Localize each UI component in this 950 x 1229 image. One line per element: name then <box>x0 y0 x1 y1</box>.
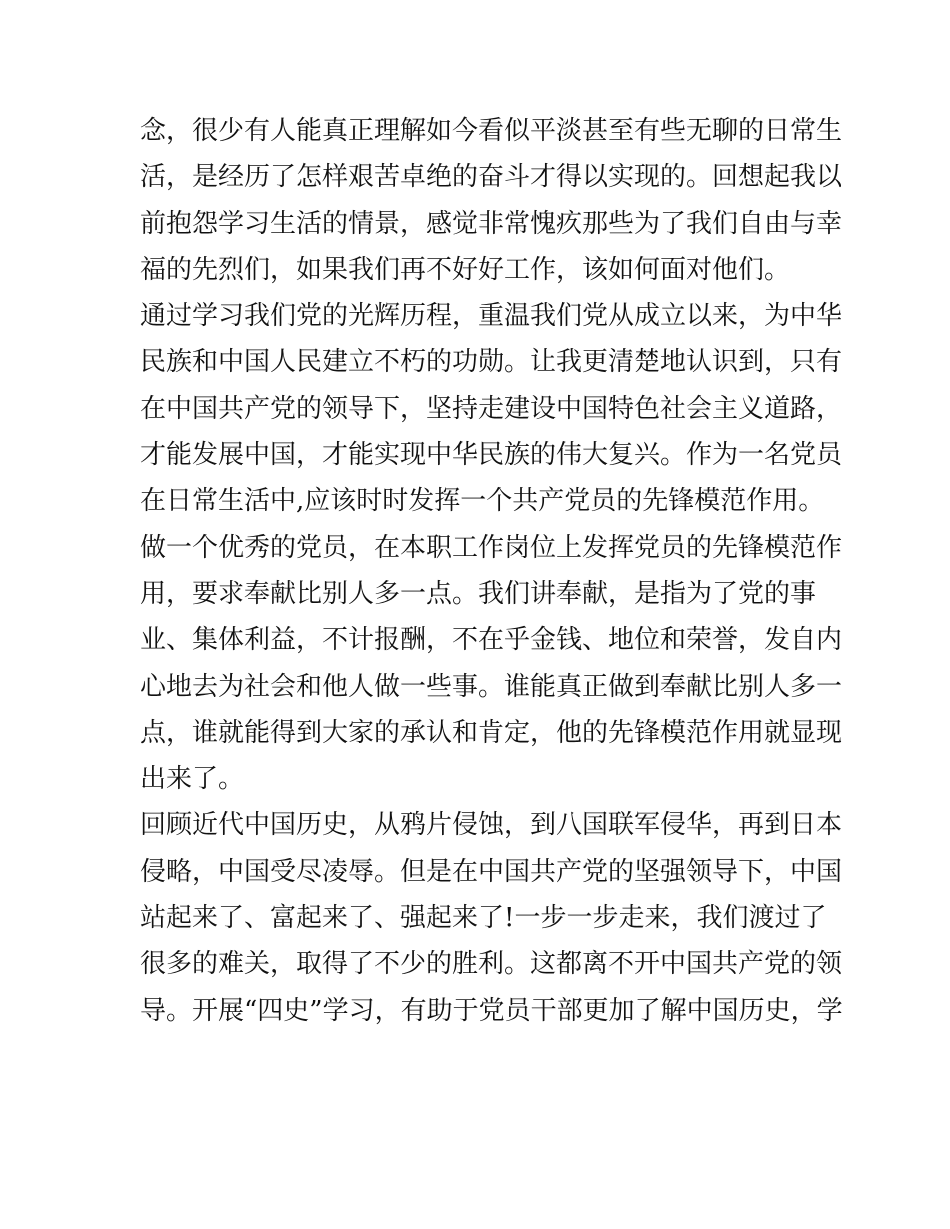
text-line: 出来了。 <box>140 764 245 795</box>
text-line: 在日常生活中,应该时时发挥一个共产党员的先锋模范作用。 <box>140 486 825 517</box>
text-line: 念，很少有人能真正理解如今看似平淡甚至有些无聊的日常生 <box>140 116 843 146</box>
text-line: 活，是经历了怎样艰苦卓绝的奋斗才得以实现的。回想起我以 <box>140 162 843 193</box>
text-line: 民族和中国人民建立不朽的功勋。让我更清楚地认识到，只有 <box>140 347 843 378</box>
text-line: 侵略，中国受尽凌辱。但是在中国共产党的坚强领导下，中国 <box>140 856 843 887</box>
text-line: 前抱怨学习生活的情景，感觉非常愧疚那些为了我们自由与幸 <box>140 208 843 239</box>
text-line: 用，要求奉献比别人多一点。我们讲奉献，是指为了党的事 <box>140 578 817 609</box>
text-line: 业、集体利益，不计报酬，不在乎金钱、地位和荣誉，发自内 <box>140 625 843 656</box>
text-line: 心地去为社会和他人做一些事。谁能真正做到奉献比别人多一 <box>140 671 843 702</box>
body-text <box>140 108 843 1034</box>
text-line: 导。开展“四史”学习，有助于党员干部更加了解中国历史，学 <box>140 995 843 1026</box>
text-line: 做一个优秀的党员，在本职工作岗位上发挥党员的先锋模范作 <box>140 532 843 563</box>
text-line: 在中国共产党的领导下，坚持走建设中国特色社会主义道路， <box>140 393 843 424</box>
text-line: 才能发展中国，才能实现中华民族的伟大复兴。作为一名党员 <box>140 440 843 471</box>
text-line: 通过学习我们党的光辉历程，重温我们党从成立以来，为中华 <box>140 301 843 332</box>
text-line: 站起来了、富起来了、强起来了!一步一步走来，我们渡过了 <box>140 903 827 934</box>
text-line: 回顾近代中国历史，从鸦片侵蚀，到八国联军侵华，再到日本 <box>140 810 843 841</box>
text-line: 很多的难关，取得了不少的胜利。这都离不开中国共产党的领 <box>140 949 843 980</box>
text-line: 福的先烈们，如果我们再不好好工作，该如何面对他们。 <box>140 254 791 285</box>
text-line: 点，谁就能得到大家的承认和肯定，他的先锋模范作用就显现 <box>140 717 843 748</box>
